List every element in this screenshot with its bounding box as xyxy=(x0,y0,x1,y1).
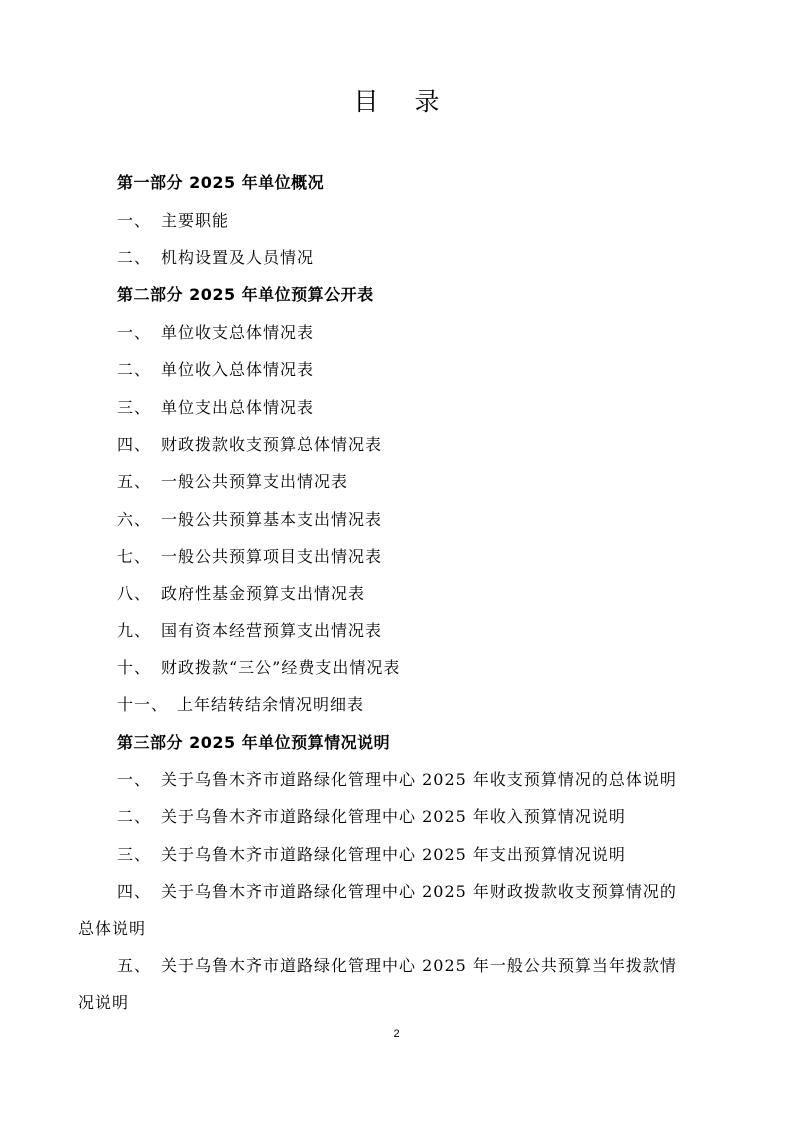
toc-item[interactable] xyxy=(117,357,314,380)
toc-item-number: 四、 xyxy=(117,435,152,454)
toc-item-text: 关于乌鲁木齐市道路绿化管理中心 2025 年收支预算情况的总体说明 xyxy=(161,770,677,789)
toc-item[interactable] xyxy=(117,804,626,827)
toc-item-text: 单位收支总体情况表 xyxy=(161,323,315,342)
toc-item-text: 关于乌鲁木齐市道路绿化管理中心 2025 年财政拨款收支预算情况的 xyxy=(161,882,677,901)
toc-item[interactable] xyxy=(117,879,677,902)
toc-item-number: 七、 xyxy=(117,547,152,566)
toc-item-number: 五、 xyxy=(117,472,152,491)
toc-item[interactable] xyxy=(117,395,314,418)
toc-item-number: 一、 xyxy=(117,770,152,789)
toc-item-text: 主要职能 xyxy=(161,211,230,230)
toc-item-text: 关于乌鲁木齐市道路绿化管理中心 2025 年支出预算情况说明 xyxy=(161,845,626,864)
toc-item[interactable] xyxy=(117,618,382,641)
toc-item[interactable] xyxy=(117,692,364,715)
toc-item[interactable] xyxy=(117,842,626,865)
toc-item-number: 二、 xyxy=(117,248,152,267)
toc-item[interactable] xyxy=(117,432,382,455)
toc-heading-part2[interactable]: 第二部分 2025 年单位预算公开表 xyxy=(117,285,374,304)
toc-item-text: 政府性基金预算支出情况表 xyxy=(161,584,366,603)
toc-item-text: 机构设置及人员情况 xyxy=(161,248,315,267)
toc-item[interactable] xyxy=(117,245,314,268)
toc-item[interactable] xyxy=(117,208,229,231)
toc-item-number: 六、 xyxy=(117,510,152,529)
toc-item-continuation[interactable]: 况说明 xyxy=(78,993,130,1012)
page-number: 2 xyxy=(393,1028,400,1040)
toc-item-text: 国有资本经营预算支出情况表 xyxy=(161,621,383,640)
toc-item[interactable] xyxy=(117,507,382,530)
toc-item-number: 二、 xyxy=(117,360,152,379)
toc-item-text: 上年结转结余情况明细表 xyxy=(177,695,365,714)
toc-item-number: 八、 xyxy=(117,584,152,603)
toc-item-number: 一、 xyxy=(117,211,152,230)
toc-item-number: 三、 xyxy=(117,845,152,864)
toc-item-number: 十一、 xyxy=(117,695,169,714)
toc-item[interactable] xyxy=(117,469,348,492)
toc-item-text: 关于乌鲁木齐市道路绿化管理中心 2025 年一般公共预算当年拨款情 xyxy=(161,956,677,975)
toc-item-number: 三、 xyxy=(117,398,152,417)
toc-item[interactable] xyxy=(117,953,677,976)
toc-item-continuation[interactable]: 总体说明 xyxy=(78,919,147,938)
toc-item[interactable] xyxy=(117,544,382,567)
toc-item[interactable] xyxy=(117,655,400,678)
toc-item-number: 九、 xyxy=(117,621,152,640)
toc-item[interactable] xyxy=(117,581,365,604)
page-title: 目 录 xyxy=(353,87,454,116)
toc-item-text: 财政拨款收支预算总体情况表 xyxy=(161,435,383,454)
toc-item-text: 一般公共预算项目支出情况表 xyxy=(161,547,383,566)
toc-item[interactable] xyxy=(117,767,677,790)
toc-item[interactable] xyxy=(117,320,314,343)
toc-item-number: 五、 xyxy=(117,956,152,975)
toc-item-number: 二、 xyxy=(117,807,152,826)
toc-heading-part3[interactable]: 第三部分 2025 年单位预算情况说明 xyxy=(117,733,391,752)
toc-item-text: 单位支出总体情况表 xyxy=(161,398,315,417)
toc-item-text: 单位收入总体情况表 xyxy=(161,360,315,379)
toc-heading-part1[interactable]: 第一部分 2025 年单位概况 xyxy=(117,173,325,192)
toc-item-text: 一般公共预算支出情况表 xyxy=(161,472,349,491)
toc-item-text: 财政拨款“三公”经费支出情况表 xyxy=(161,658,401,677)
toc-item-text: 一般公共预算基本支出情况表 xyxy=(161,510,383,529)
toc-item-text: 关于乌鲁木齐市道路绿化管理中心 2025 年收入预算情况说明 xyxy=(161,807,626,826)
toc-item-number: 十、 xyxy=(117,658,152,677)
toc-item-number: 四、 xyxy=(117,882,152,901)
toc-item-number: 一、 xyxy=(117,323,152,342)
